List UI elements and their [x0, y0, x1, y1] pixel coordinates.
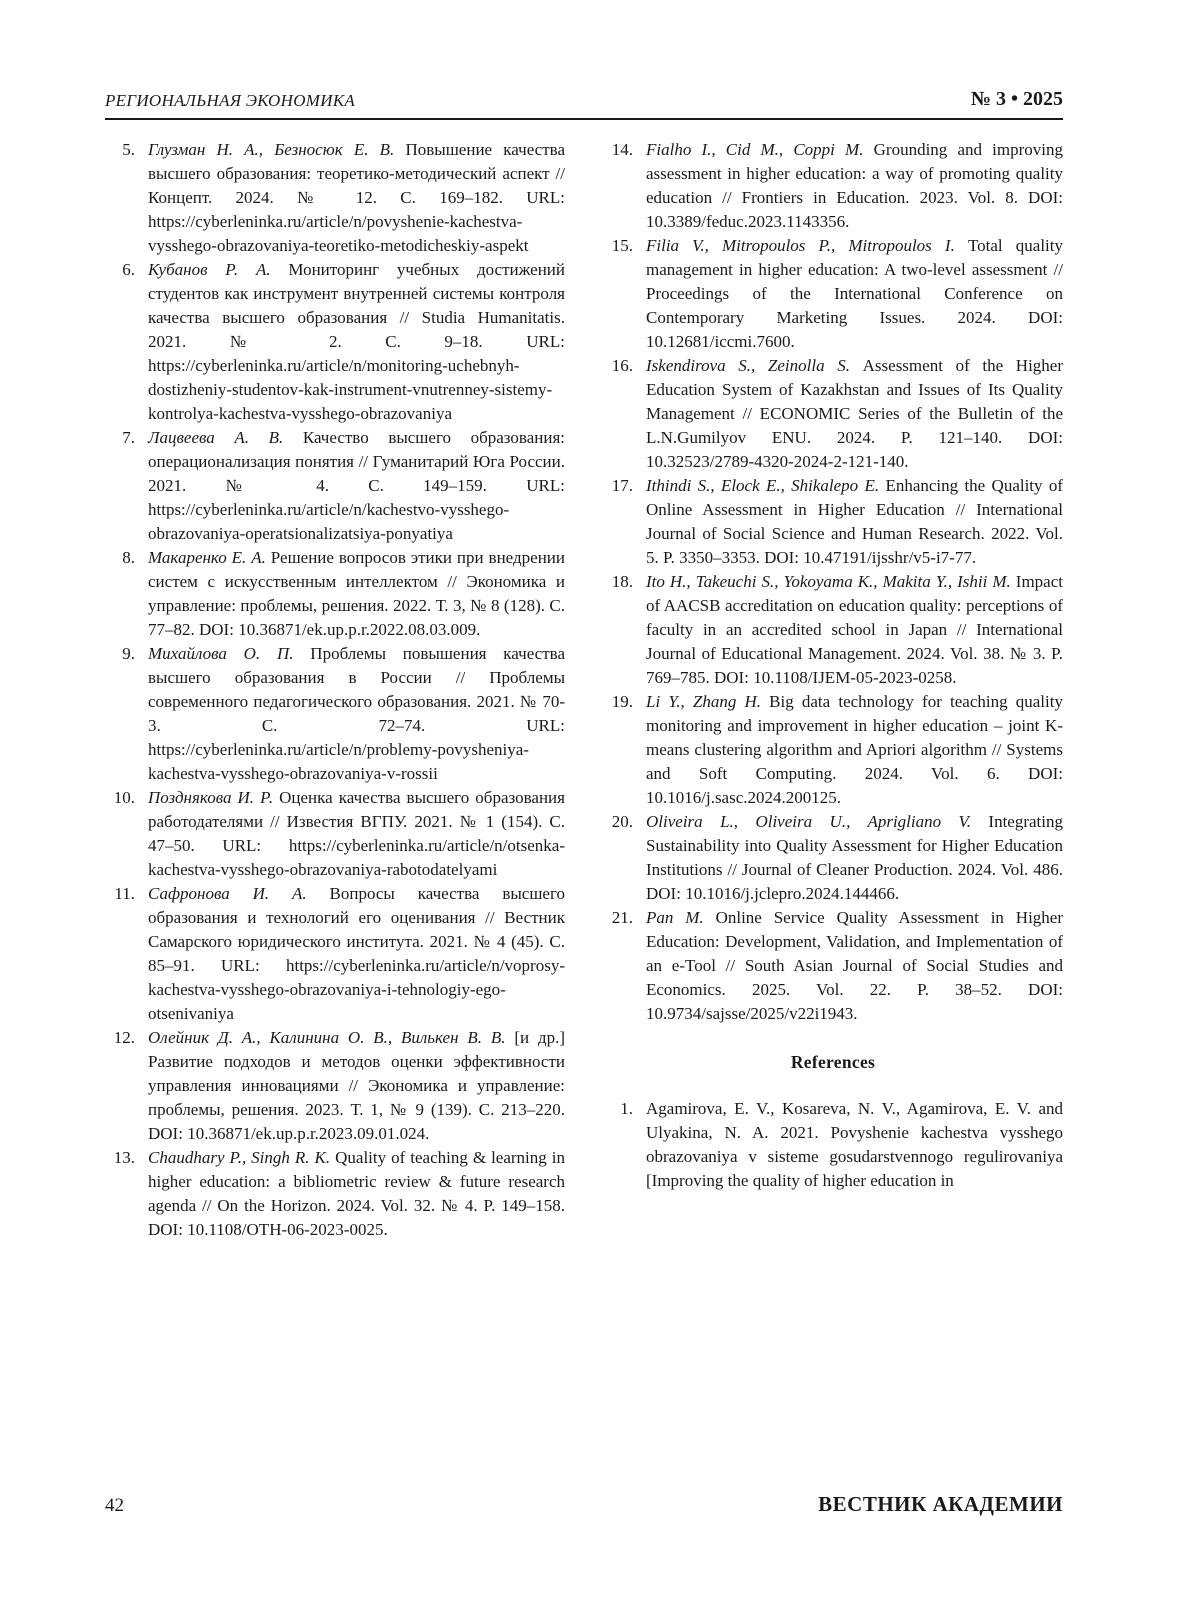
reference-authors: Oliveira L., Oliveira U., Aprigliano V.	[646, 812, 989, 831]
reference-text: Позднякова И. Р. Оценка качества высшего образования работодателями // Известия ВГПУ. 2021. № 1 (154). С. 47–50. URL: https://cyberleninka.ru/article/n/otsenka-kachestva-vysshego-obrazovaniya-rabotodatelyami	[148, 788, 565, 879]
reference-text: Ito H., Takeuchi S., Yokoyama K., Makita Y., Ishii M. Impact of AACSB accreditation on education quality: perceptions of faculty in an accredited school in Japan // International Journal of Educational Management. 2024. Vol. 38. № 3. P. 769–785. DOI: 10.1108/IJEM-05-2023-0258.	[646, 572, 1063, 687]
reference-entry	[105, 138, 565, 258]
reference-number: 18.	[611, 572, 633, 591]
reference-entry	[105, 786, 565, 882]
reference-entry	[603, 474, 1063, 570]
page-footer	[105, 1492, 1063, 1517]
reference-entry	[603, 690, 1063, 810]
reference-entry	[603, 234, 1063, 354]
reference-text: Agamirova, E. V., Kosareva, N. V., Agamirova, E. V. and Ulyakina, N. A. 2021. Povyshenie kachestva vysshego obrazovaniya v sisteme gosudarstvennogo regulirovaniya [Improving the quality of higher education in	[646, 1099, 1063, 1190]
journal-title: ВЕСТНИК АКАДЕМИИ	[818, 1492, 1063, 1516]
reference-entry	[105, 642, 565, 786]
reference-text: Pan M. Online Service Quality Assessment in Higher Education: Development, Validation, and Implementation of an e-Tool // South Asian Journal of Social Studies and Economics. 2025. Vol. 22. P. 38–52. DOI: 10.9734/sajsse/2025/v22i1943.	[646, 908, 1064, 1023]
reference-number: 16.	[611, 356, 633, 375]
reference-number: 7.	[122, 428, 135, 447]
reference-entry	[105, 1026, 565, 1146]
reference-entry	[603, 1097, 1063, 1193]
reference-authors: Сафронова И. А.	[148, 884, 330, 903]
reference-authors: Filia V., Mitropoulos P., Mitropoulos I.	[646, 236, 968, 255]
reference-number: 11.	[114, 884, 135, 903]
reference-number: 19.	[611, 692, 633, 711]
reference-number: 20.	[611, 812, 633, 831]
reference-authors: Iskendirova S., Zeinolla S.	[646, 356, 863, 375]
reference-entry	[105, 1146, 565, 1242]
left-column	[105, 138, 565, 1242]
reference-authors: Олейник Д. А., Калинина О. В., Вилькен В. В.	[148, 1028, 515, 1047]
reference-text: Ithindi S., Elock E., Shikalepo E. Enhancing the Quality of Online Assessment in Higher Education // International Journal of Social Science and Human Research. 2022. Vol. 5. P. 3350–3353. DOI: 10.47191/ijsshr/v5-i7-77.	[646, 476, 1063, 567]
section-title: РЕГИОНАЛЬНАЯ ЭКОНОМИКА	[105, 91, 356, 110]
reference-authors: Chaudhary P., Singh R. K.	[148, 1148, 336, 1167]
reference-authors: Макаренко Е. А.	[148, 548, 271, 567]
reference-authors: Fialho I., Cid M., Coppi M.	[646, 140, 874, 159]
reference-entry	[603, 354, 1063, 474]
reference-entry	[603, 906, 1063, 1026]
reference-text: Сафронова И. А. Вопросы качества высшего образования и технологий его оценивания // Вестник Самарского юридического института. 2021. № 4 (45). С. 85–91. URL: https://cyberleninka.ru/article/n/voprosy-kachestva-vysshego-obrazovaniya-i-tehnologiy-ego-otsenivaniya	[148, 884, 566, 1023]
references-heading: References	[790, 1052, 876, 1072]
issue-number: № 3 • 2025	[970, 88, 1063, 110]
reference-number: 8.	[122, 548, 135, 567]
reference-text: Михайлова О. П. Проблемы повышения качества высшего образования в России // Проблемы современного педагогического образования. 2021. № 70-3. С. 72–74. URL: https://cyberleninka.ru/article/n/problemy-povysheniya-kachestva-vysshego-obrazovaniya-v-rossii	[148, 644, 565, 783]
reference-authors: Ito H., Takeuchi S., Yokoyama K., Makita Y., Ishii M.	[646, 572, 1016, 591]
reference-number: 9.	[122, 644, 135, 663]
right-column	[603, 138, 1063, 1193]
reference-authors: Pan M.	[646, 908, 716, 927]
page-number: 42	[105, 1495, 124, 1516]
reference-text: Iskendirova S., Zeinolla S. Assessment of the Higher Education System of Kazakhstan and Issues of Its Quality Management // ECONOMIC Series of the Bulletin of the L.N.Gumilyov ENU. 2024. P. 121–140. DOI: 10.32523/2789-4320-2024-2-121-140.	[646, 356, 1063, 471]
reference-authors: Михайлова О. П.	[148, 644, 311, 663]
reference-authors: Позднякова И. Р.	[148, 788, 280, 807]
reference-number: 14.	[611, 140, 633, 159]
reference-authors: Глузман Н. А., Безносюк Е. В.	[148, 140, 406, 159]
reference-text: Лацвеева А. В. Качество высшего образования: операционализация понятия // Гуманитарий Юга России. 2021. № 4. С. 149–159. URL: https://cyberleninka.ru/article/n/kachestvo-vysshego-obrazovaniya-operatsionalizatsiya-ponyatiya	[148, 428, 565, 543]
reference-number: 6.	[122, 260, 135, 279]
reference-entry	[105, 882, 565, 1026]
reference-number: 13.	[113, 1148, 135, 1167]
reference-text: Li Y., Zhang H. Big data technology for teaching quality monitoring and improvement in higher education – joint K-means clustering algorithm and Apriori algorithm // Systems and Soft Computing. 2024. Vol. 6. DOI: 10.1016/j.sasc.2024.200125.	[646, 692, 1063, 807]
reference-number: 10.	[113, 788, 135, 807]
reference-text: Chaudhary P., Singh R. K. Quality of teaching & learning in higher education: a bibliometric review & future research agenda // On the Horizon. 2024. Vol. 32. № 4. P. 149–158. DOI: 10.1108/OTH-06-2023-0025.	[148, 1148, 565, 1239]
reference-number: 17.	[611, 476, 633, 495]
reference-text: Олейник Д. А., Калинина О. В., Вилькен В. В. [и др.] Развитие подходов и методов оценки эффективности управления инновациями // Экономика и управление: проблемы, решения. 2023. Т. 1, № 9 (139). С. 213–220. DOI: 10.36871/ek.up.p.r.2023.09.01.024.	[148, 1028, 565, 1143]
reference-text: Fialho I., Cid M., Coppi M. Grounding and improving assessment in higher education: a way of promoting quality education // Frontiers in Education. 2023. Vol. 8. DOI: 10.3389/feduc.2023.1143356.	[646, 140, 1063, 231]
reference-authors: Ithindi S., Elock E., Shikalepo E.	[646, 476, 886, 495]
reference-authors: Li Y., Zhang H.	[646, 692, 770, 711]
reference-entry	[603, 810, 1063, 906]
reference-number: 15.	[611, 236, 633, 255]
reference-text: Макаренко Е. А. Решение вопросов этики при внедрении систем с искусственным интеллектом // Экономика и управление: проблемы, решения. 2022. Т. 3, № 8 (128). С. 77–82. DOI: 10.36871/ek.up.p.r.2022.08.03.009.	[148, 548, 565, 639]
reference-entry	[603, 138, 1063, 234]
reference-entry	[105, 258, 565, 426]
two-column-content	[105, 138, 1063, 1242]
reference-entry	[105, 426, 565, 546]
reference-number: 21.	[611, 908, 633, 927]
reference-authors: Кубанов Р. А.	[148, 260, 289, 279]
reference-text: Глузман Н. А., Безносюк Е. В. Повышение качества высшего образования: теоретико-методический аспект // Концепт. 2024. № 12. С. 169–182. URL: https://cyberleninka.ru/article/n/povyshenie-kachestva-vysshego-obrazovaniya-teoretiko-metodicheskiy-aspekt	[148, 140, 565, 255]
reference-text: Oliveira L., Oliveira U., Aprigliano V. Integrating Sustainability into Quality Assessment for Higher Education Institutions // Journal of Cleaner Production. 2024. Vol. 486. DOI: 10.1016/j.jclepro.2024.144466.	[646, 812, 1063, 903]
reference-number: 12.	[113, 1028, 135, 1047]
reference-authors: Лацвеева А. В.	[148, 428, 303, 447]
reference-number: 1.	[620, 1099, 633, 1118]
reference-text: Filia V., Mitropoulos P., Mitropoulos I. Total quality management in higher education: A two-level assessment // Proceedings of the International Conference on Contemporary Marketing Issues. 2024. DOI: 10.12681/iccmi.7600.	[646, 236, 1063, 351]
reference-text: Кубанов Р. А. Мониторинг учебных достижений студентов как инструмент внутренней системы контроля качества высшего образования // Studia Humanitatis. 2021. № 2. С. 9–18. URL: https://cyberleninka.ru/article/n/monitoring-uchebnyh-dostizheniy-studentov-kak-instrument-vnutrenney-sistemy-kontrolya-kachestva-vysshego-obrazovaniya	[148, 260, 565, 423]
reference-entry	[603, 570, 1063, 690]
page-header	[105, 88, 1063, 120]
reference-number: 5.	[122, 140, 135, 159]
reference-entry	[105, 546, 565, 642]
